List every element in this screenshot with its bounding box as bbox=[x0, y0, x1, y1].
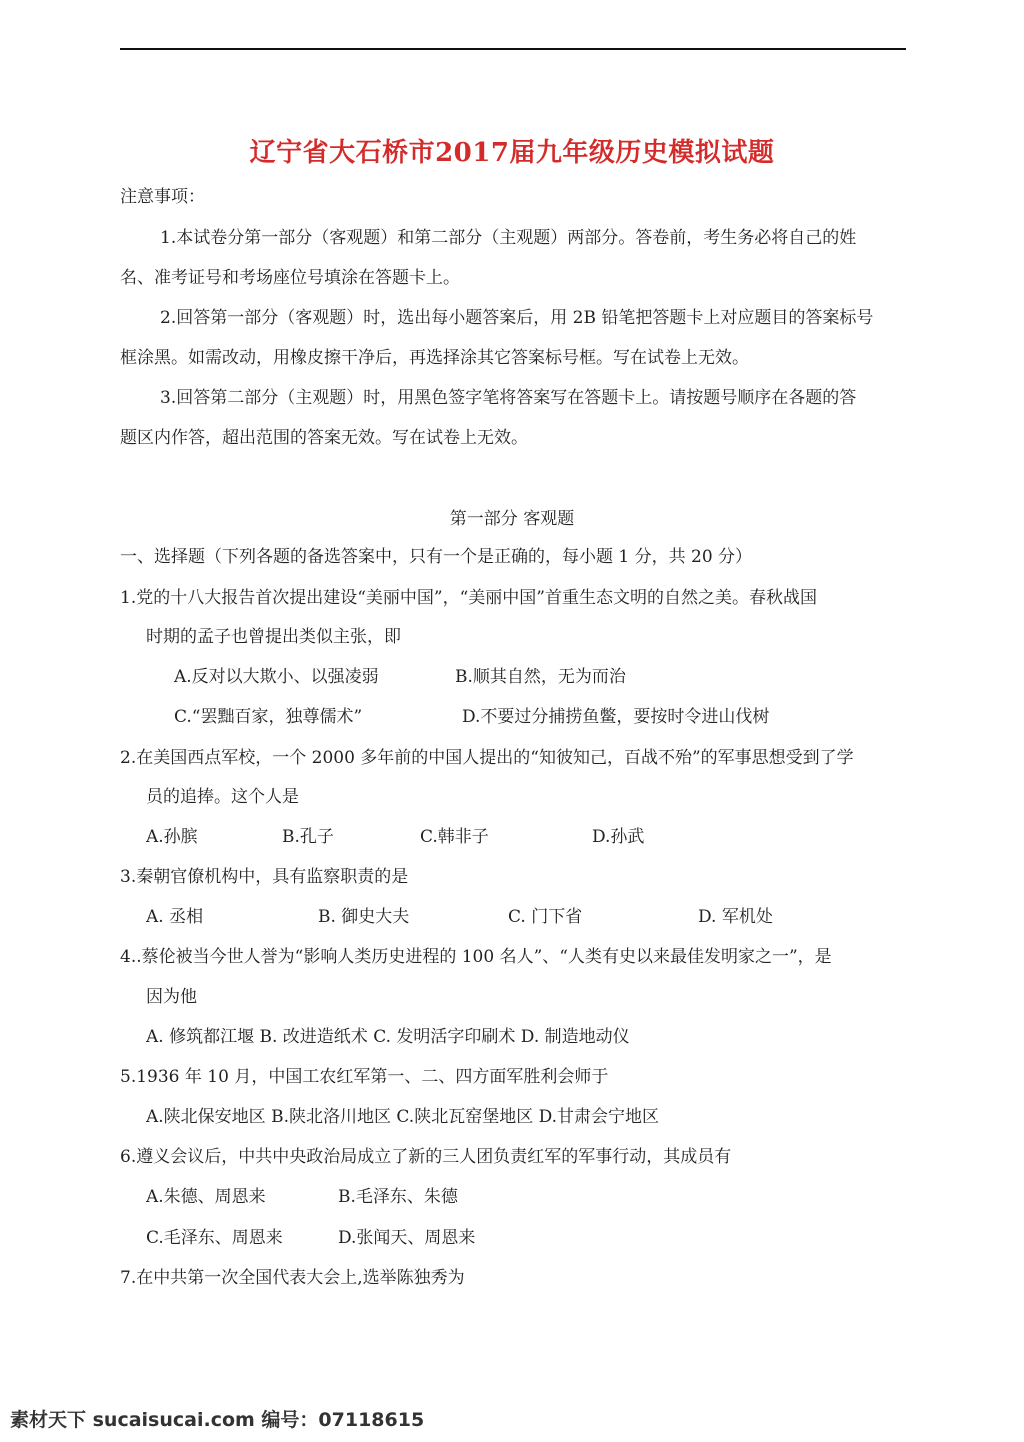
notice-line: 框涂黑。如需改动，用橡皮擦干净后，再选择涂其它答案标号框。写在试卷上无效。 bbox=[120, 348, 749, 368]
page-title: 辽宁省大石桥市2017届九年级历史模拟试题 bbox=[249, 138, 775, 168]
options-row: A. 修筑都江堰 B. 改进造纸术 C. 发明活字印刷术 D. 制造地动仪 bbox=[146, 1027, 630, 1047]
option-b: B.毛泽东、朱德 bbox=[338, 1187, 458, 1207]
options-row: A.陕北保安地区 B.陕北洛川地区 C.陕北瓦窑堡地区 D.甘肃会宁地区 bbox=[146, 1107, 660, 1127]
notice-line: 3.回答第二部分（主观题）时，用黑色签字笔将答案写在答题卡上。请按题号顺序在各题的答 bbox=[160, 388, 857, 408]
question-stem: 6.遵义会议后，中共中央政治局成立了新的三人团负责红军的军事行动，其成员有 bbox=[120, 1147, 732, 1167]
notice-line: 名、准考证号和考场座位号填涂在答题卡上。 bbox=[120, 268, 460, 288]
question-stem: 因为他 bbox=[146, 987, 197, 1007]
notice-line: 2.回答第一部分（客观题）时，选出每小题答案后，用 2B 铅笔把答题卡上对应题目的答案标号 bbox=[160, 308, 874, 328]
watermark: 素材天下 sucaisucai.com 编号：07118615 bbox=[10, 1409, 425, 1431]
option-b: B.顺其自然，无为而治 bbox=[455, 667, 626, 687]
question-stem: 4..蔡伦被当今世人誉为“影响人类历史进程的 100 名人”、“人类有史以来最佳发明家之一”，是 bbox=[120, 947, 832, 967]
option-c: C.“罢黜百家，独尊儒术” bbox=[174, 707, 363, 727]
option-b: B. 御史大夫 bbox=[318, 907, 410, 927]
section-heading: 一、选择题（下列各题的备选答案中，只有一个是正确的，每小题 1 分，共 20 分） bbox=[120, 547, 753, 567]
option-d: D.孙武 bbox=[592, 827, 645, 847]
option-d: D.张闻天、周恩来 bbox=[338, 1228, 476, 1248]
option-b: B.孔子 bbox=[282, 827, 334, 847]
question-stem: 2.在美国西点军校，一个 2000 多年前的中国人提出的“知彼知己，百战不殆”的军事思想受到了学 bbox=[120, 748, 854, 768]
option-c: C.毛泽东、周恩来 bbox=[146, 1228, 283, 1248]
option-d: D.不要过分捕捞鱼鳖，要按时令进山伐树 bbox=[462, 707, 770, 727]
question-stem: 1.党的十八大报告首次提出建设“美丽中国”，“美丽中国”首重生态文明的自然之美。春秋战国 bbox=[120, 588, 817, 608]
option-a: A.反对以大欺小、以强凌弱 bbox=[174, 667, 379, 687]
option-d: D. 军机处 bbox=[698, 907, 773, 927]
notice-line: 题区内作答，超出范围的答案无效。写在试卷上无效。 bbox=[120, 428, 528, 448]
option-a: A.孙膑 bbox=[146, 827, 198, 847]
option-c: C.韩非子 bbox=[420, 827, 489, 847]
question-stem: 时期的孟子也曾提出类似主张，即 bbox=[146, 627, 401, 647]
question-stem: 员的追捧。这个人是 bbox=[146, 787, 299, 807]
notice-heading: 注意事项： bbox=[120, 187, 205, 207]
question-stem: 7.在中共第一次全国代表大会上,选举陈独秀为 bbox=[120, 1268, 465, 1288]
part-heading: 第一部分 客观题 bbox=[449, 509, 575, 529]
notice-line: 1.本试卷分第一部分（客观题）和第二部分（主观题）两部分。答卷前，考生务必将自己的姓 bbox=[160, 228, 857, 248]
option-c: C. 门下省 bbox=[508, 907, 583, 927]
header-rule bbox=[120, 48, 906, 50]
option-a: A. 丞相 bbox=[146, 907, 204, 927]
question-stem: 5.1936 年 10 月，中国工农红军第一、二、四方面军胜利会师于 bbox=[120, 1067, 609, 1087]
option-a: A.朱德、周恩来 bbox=[146, 1187, 266, 1207]
question-stem: 3.秦朝官僚机构中，具有监察职责的是 bbox=[120, 867, 409, 887]
